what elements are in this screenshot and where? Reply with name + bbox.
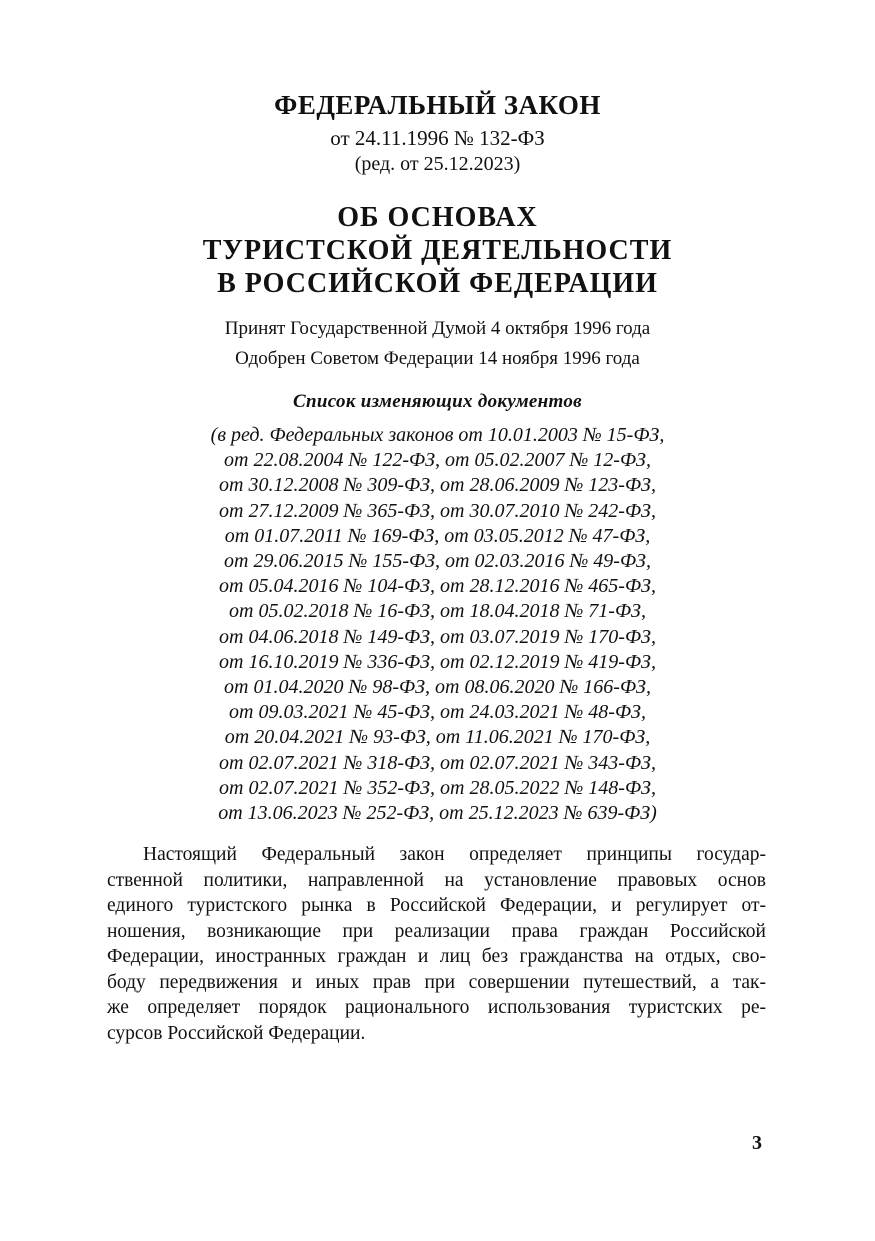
changes-line: от 01.04.2020 № 98-ФЗ, от 08.06.2020 № 166-ФЗ, <box>224 676 651 699</box>
changes-heading: Список изменяющих документов <box>293 391 582 412</box>
changes-line: (в ред. Федеральных законов от 10.01.2003 № 15-ФЗ, <box>210 424 665 446</box>
changes-line: от 09.03.2021 № 45-ФЗ, от 24.03.2021 № 48-ФЗ, <box>229 701 646 724</box>
changes-line: от 29.06.2015 № 155-ФЗ, от 02.03.2016 № 49-ФЗ, <box>224 550 651 573</box>
changes-line: от 13.06.2023 № 252-ФЗ, от 25.12.2023 № 639-ФЗ) <box>218 802 657 825</box>
law-type-heading: ФЕДЕРАЛЬНЫЙ ЗАКОН <box>274 90 601 120</box>
changes-line: от 16.10.2019 № 336-ФЗ, от 02.12.2019 № 419-ФЗ, <box>219 650 656 673</box>
changes-line: от 02.07.2021 № 352-ФЗ, от 28.05.2022 № 148-ФЗ, <box>219 776 656 799</box>
changes-line: от 20.04.2021 № 93-ФЗ, от 11.06.2021 № 170-ФЗ, <box>224 726 651 749</box>
adoption-council: Одобрен Советом Федерации 14 ноября 1996 года <box>235 348 640 369</box>
changes-line: от 02.07.2021 № 318-ФЗ, от 02.07.2021 № 343-ФЗ, <box>219 751 656 774</box>
page-number: 3 <box>752 1132 762 1154</box>
changes-line: от 27.12.2009 № 365-ФЗ, от 30.07.2010 № 242-ФЗ, <box>219 499 656 522</box>
law-title-line: ТУРИСТСКОЙ ДЕЯТЕЛЬНОСТИ <box>202 235 673 266</box>
changes-line: от 01.07.2011 № 169-ФЗ, от 03.05.2012 № 47-ФЗ, <box>224 524 651 547</box>
changes-line: от 05.04.2016 № 104-ФЗ, от 28.12.2016 № 465-ФЗ, <box>219 575 656 598</box>
changes-line: от 22.08.2004 № 122-ФЗ, от 05.02.2007 № 12-ФЗ, <box>224 449 651 472</box>
changes-line: от 30.12.2008 № 309-ФЗ, от 28.06.2009 № 123-ФЗ, <box>219 474 656 497</box>
law-title-line: В РОССИЙСКОЙ ФЕДЕРАЦИИ <box>217 268 658 299</box>
preamble-line: Федерации, иностранных граждан и лиц без гражданства на отдых, сво- <box>107 946 766 967</box>
changes-list <box>0 423 875 826</box>
law-title-line: ОБ ОСНОВАХ <box>337 202 538 233</box>
preamble-line: боду передвижения и иных прав при совершении путешествий, а так- <box>107 971 766 993</box>
law-title <box>0 201 875 300</box>
preamble-line: Настоящий Федеральный закон определяет принципы государ- <box>143 844 766 865</box>
preamble-line: ственной политики, направленной на установление правовых основ <box>107 869 766 891</box>
law-date: от 24.11.1996 № 132-ФЗ <box>330 126 545 150</box>
preamble-line: единого туристского рынка в Российской Федерации, и регулирует от- <box>107 895 766 916</box>
preamble-line: ношения, возникающие при реализации права граждан Российской <box>107 920 766 942</box>
preamble-paragraph <box>107 842 766 1046</box>
adoption-duma: Принят Государственной Думой 4 октября 1996 года <box>224 318 651 339</box>
law-edition: (ред. от 25.12.2023) <box>354 153 521 175</box>
preamble-line: сурсов Российской Федерации. <box>107 1022 366 1044</box>
changes-line: от 04.06.2018 № 149-ФЗ, от 03.07.2019 № 170-ФЗ, <box>219 625 656 648</box>
changes-line: от 05.02.2018 № 16-ФЗ, от 18.04.2018 № 71-ФЗ, <box>229 600 646 623</box>
preamble-line: же определяет порядок рационального использования туристских ре- <box>107 997 766 1018</box>
adoption-info <box>0 314 875 374</box>
